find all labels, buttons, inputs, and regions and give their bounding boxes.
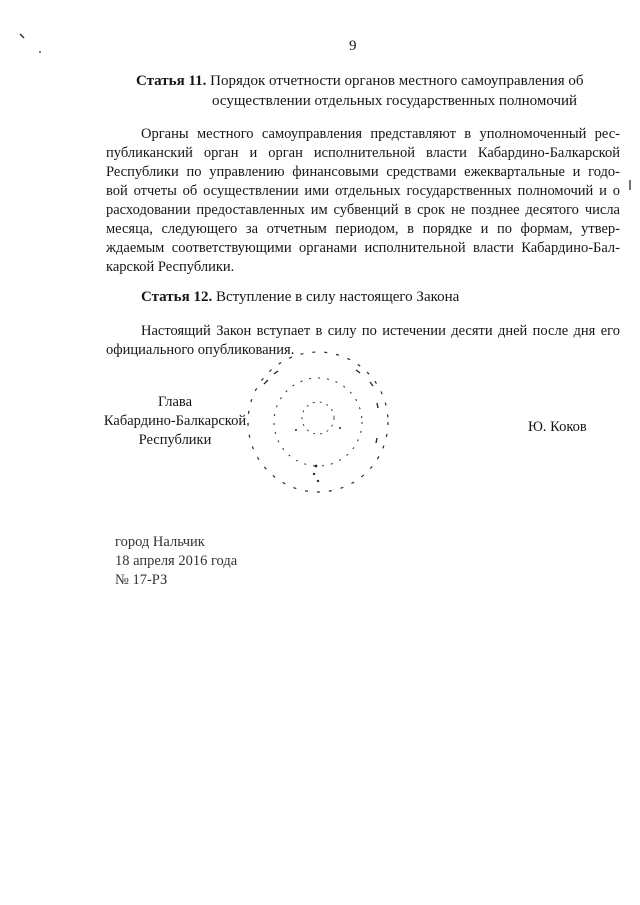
article-11-title-line2: осуществлении отдельных государственных полномочий: [212, 93, 578, 109]
article-11-title-line1: Порядок отчетности органов местного самоуправления об: [210, 73, 584, 89]
enactment-footer: [115, 533, 237, 590]
article-11-line: карской Республики.: [106, 259, 235, 275]
signatory-name: Ю. Коков: [528, 419, 587, 435]
page-number: 9: [349, 38, 357, 54]
article-12-line: официального опубликования.: [106, 342, 295, 358]
article-12-heading: [141, 287, 459, 307]
enactment-date: 18 апреля 2016 года: [115, 553, 238, 569]
article-11-line: месяца, следующего за отчетным периодом, в порядке и по формам, утвер-: [106, 221, 620, 237]
article-11-heading: [136, 71, 583, 91]
law-number: № 17-РЗ: [115, 572, 168, 588]
article-12-title: Вступление в силу настоящего Закона: [215, 289, 460, 305]
article-11-line: публиканский орган и орган исполнительной власти Кабардино-Балкарской: [106, 145, 620, 161]
article-11-label: Статья 11.: [136, 73, 207, 89]
article-11-body: [106, 125, 620, 277]
signatory-title-line: Кабардино-Балкарской: [103, 413, 247, 429]
article-11-line: ждаемым соответствующими органами исполнительной власти Кабардино-Бал-: [106, 240, 620, 256]
signatory-title-line: Республики: [138, 432, 212, 448]
signatory-title: [100, 393, 250, 450]
article-12-label: Статья 12.: [141, 289, 213, 305]
article-12-line: Настоящий Закон вступает в силу по истечении десяти дней после дня его: [141, 323, 620, 339]
article-11-line: Республики по управлению финансовыми средствами ежеквартальные и годо-: [106, 164, 620, 180]
article-11-line: расходовании предоставленных им субвенций в срок не позднее десятого числа: [106, 202, 620, 218]
article-11-line: вой отчеты об осуществлении ими отдельных государственных полномочий и о: [106, 183, 620, 199]
signatory-title-line: Глава: [157, 394, 193, 410]
article-11-line: Органы местного самоуправления представляют в уполномоченный рес-: [141, 126, 620, 142]
enactment-city: город Нальчик: [115, 534, 205, 550]
seal-stamp: [244, 348, 392, 496]
